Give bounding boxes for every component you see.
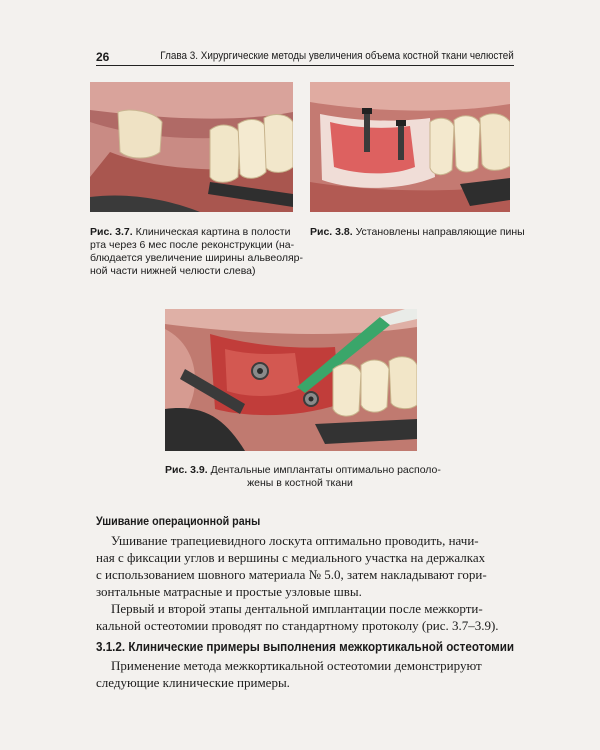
paragraph-line: ная с фиксации углов и вершины с медиального участка на держалках [96, 550, 486, 565]
figure-3-7-caption-line: блюдается увеличение ширины альвеоляр- [90, 252, 303, 264]
figure-3-9-label: Рис. 3.9. [165, 464, 208, 476]
paragraph-line: Применение метода межкортикальной остеотомии демонстрируют [111, 658, 482, 673]
figure-3-8-label: Рис. 3.8. [310, 226, 353, 238]
paragraph-line: следующие клинические примеры. [96, 675, 290, 690]
figure-3-7-caption-line: Клиническая картина в полости [135, 226, 291, 238]
figure-3-9-caption-line: Дентальные имплантаты оптимально располо- [210, 464, 441, 476]
page-number: 26 [96, 50, 110, 64]
figure-3-8-photo [310, 82, 510, 212]
figure-3-7-caption-line: ной части нижней челюсти слева) [90, 265, 256, 277]
running-header [96, 46, 514, 66]
paragraph-line: Ушивание трапециевидного лоскута оптимально проводить, начи- [111, 533, 479, 548]
paragraph-line: зонтальные матрасные и простые узловые швы. [96, 584, 362, 599]
section-heading: 3.1.2. Клинические примеры выполнения межкортикальной остеотомии [96, 640, 515, 654]
figure-3-9-caption-line: жены в костной ткани [247, 477, 353, 489]
figure-3-7-caption [90, 226, 303, 278]
figure-3-9-caption [165, 464, 441, 490]
figure-3-8-caption [310, 226, 525, 239]
header-rule [96, 65, 514, 66]
chapter-title: Глава 3. Хирургические методы увеличения объема костной ткани челюстей [160, 50, 514, 62]
subsection-heading: Ушивание операционной раны [96, 516, 261, 528]
figure-3-8-caption-line: Установлены направляющие пины [355, 226, 525, 238]
paragraph-line: Первый и второй этапы дентальной имплантации после межкорти- [111, 601, 483, 616]
figure-3-9-photo [165, 309, 417, 451]
figure-3-7-photo [90, 82, 293, 212]
figure-3-7-label: Рис. 3.7. [90, 226, 133, 238]
paragraph-line: кальной остеотомии проводят по стандартному протоколу (рис. 3.7–3.9). [96, 618, 499, 633]
figure-3-7-caption-line: рта через 6 мес после реконструкции (на- [90, 239, 295, 251]
paragraph-line: с использованием шовного материала № 5.0, затем накладывают гори- [96, 567, 487, 582]
